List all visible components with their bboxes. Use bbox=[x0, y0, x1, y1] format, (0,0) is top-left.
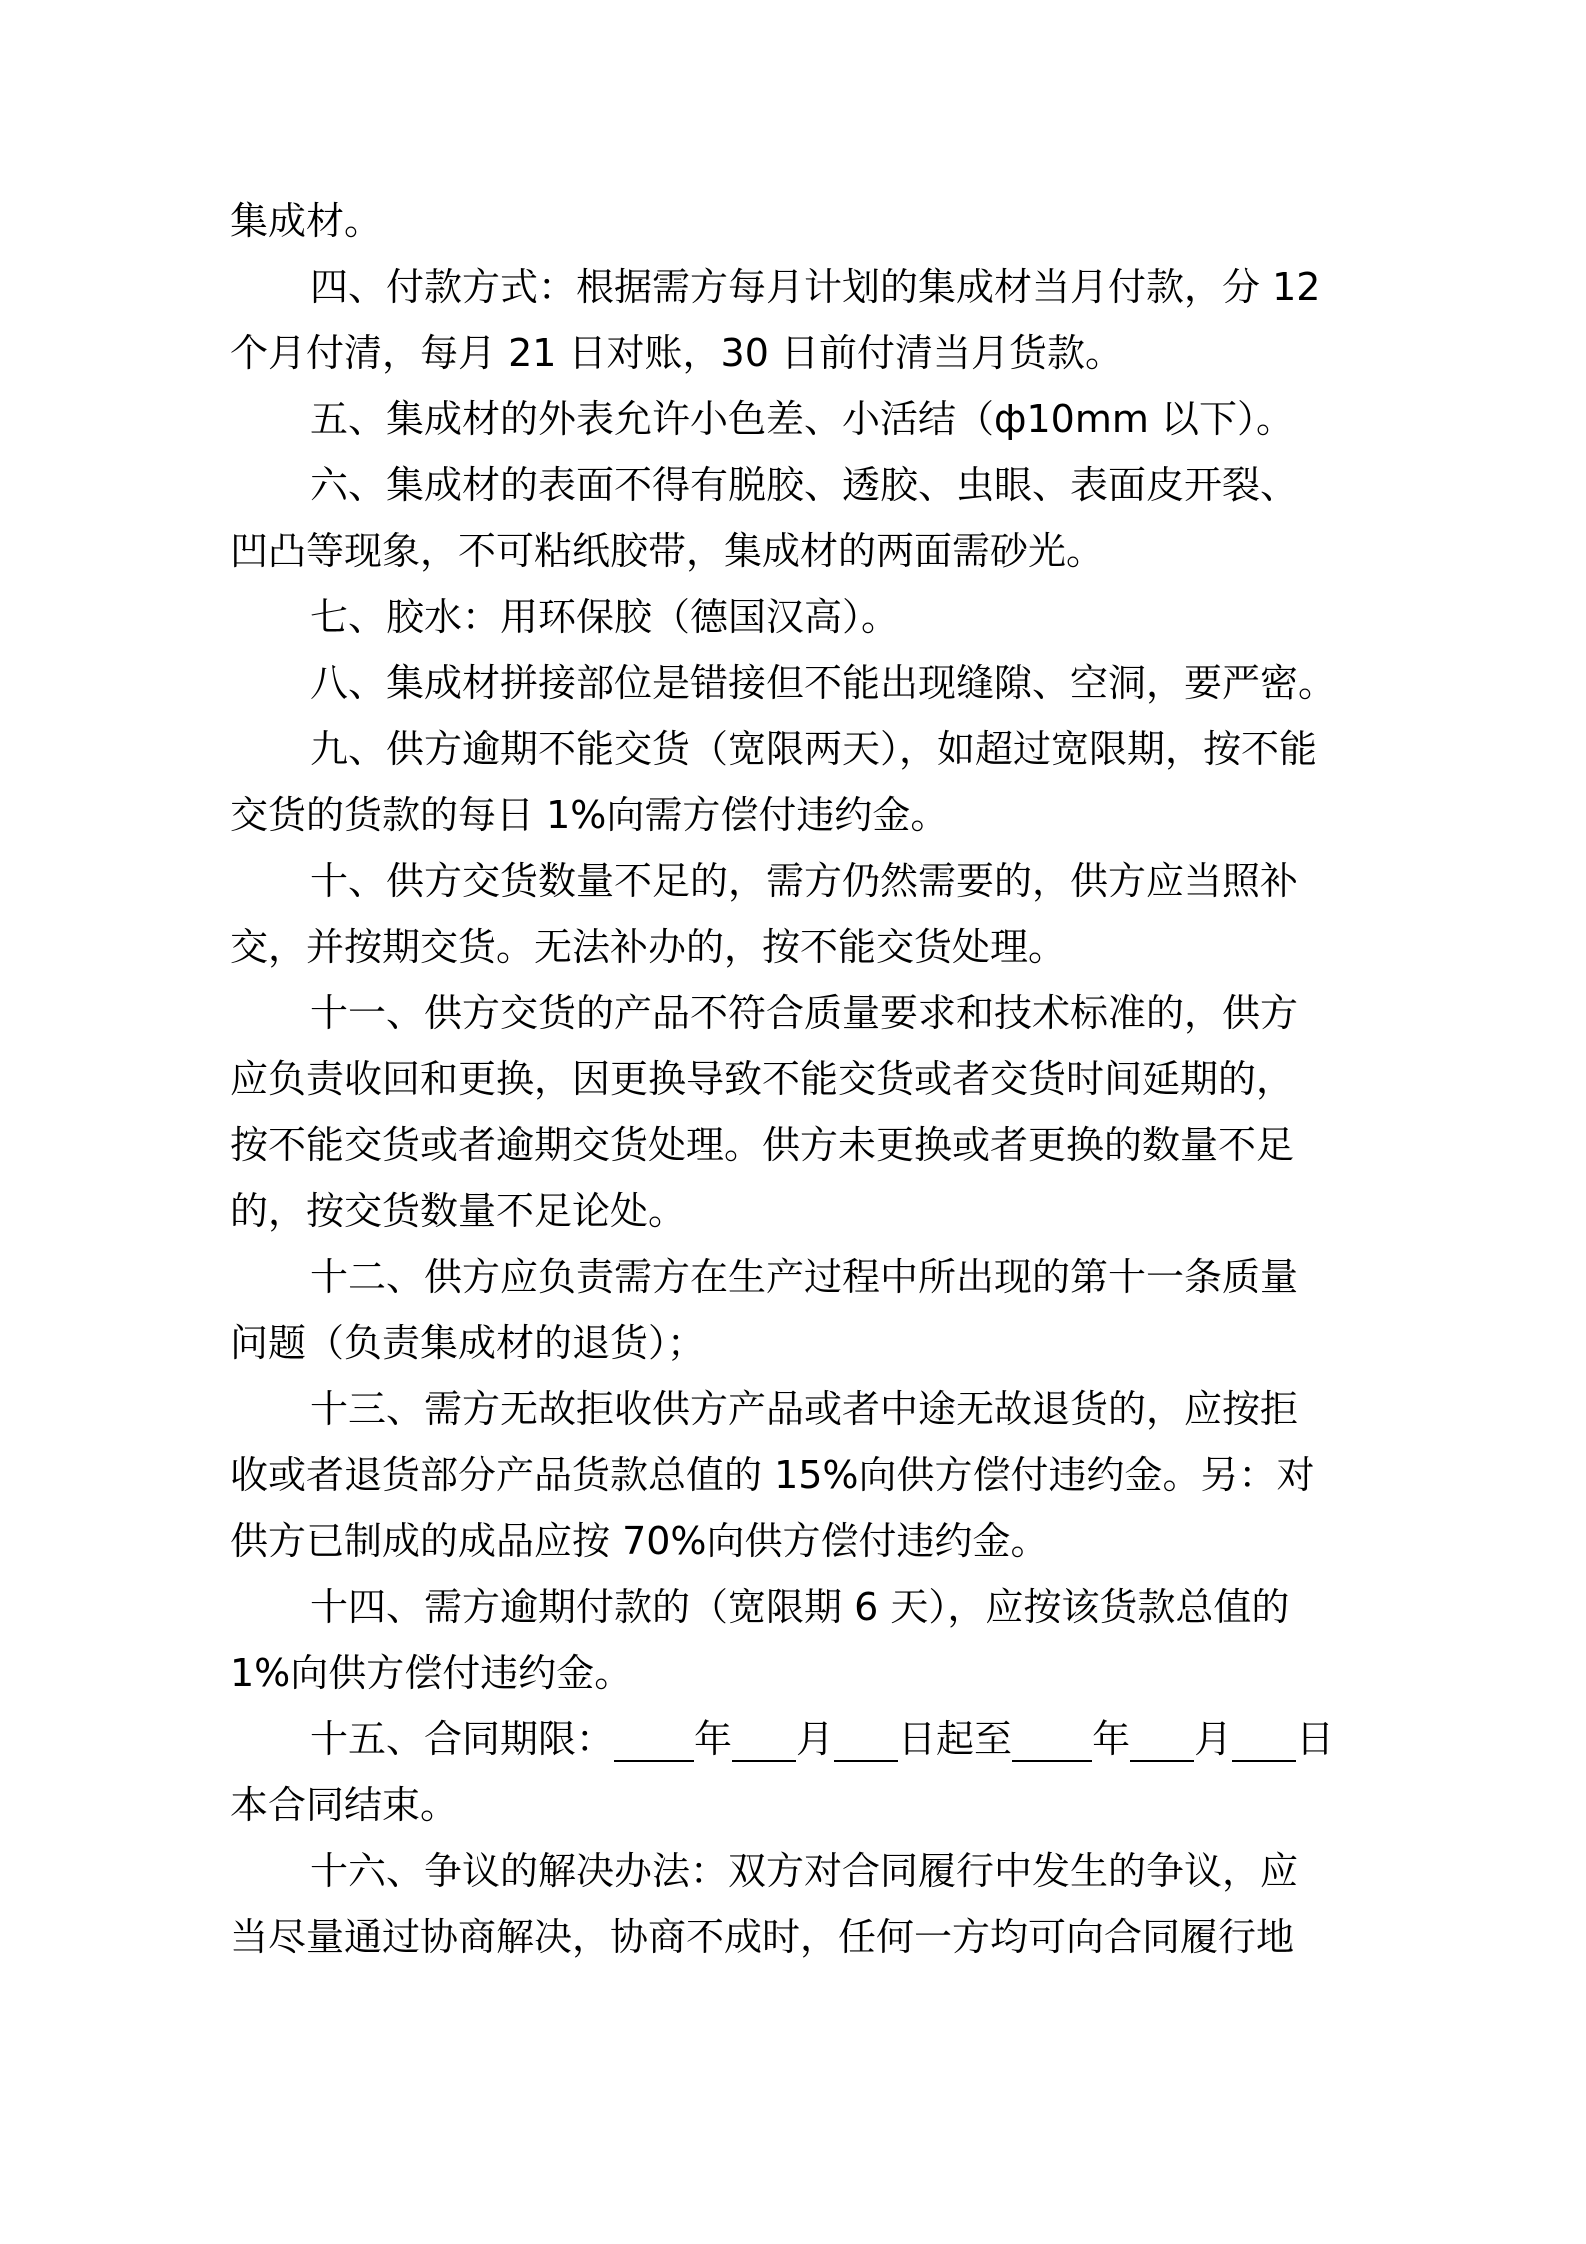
text-line: 交，并按期交货。无法补办的，按不能交货处理。 bbox=[230, 925, 1067, 969]
day-start-label: 日起至 bbox=[898, 1717, 1013, 1761]
year-label: 年 bbox=[694, 1717, 733, 1761]
text-line: 供方已制成的成品应按 70%向供方偿付违约金。 bbox=[230, 1519, 1049, 1563]
day-end-blank bbox=[1232, 1714, 1296, 1762]
text-line: 收或者退货部分产品货款总值的 15%向供方偿付违约金。另：对 bbox=[230, 1453, 1315, 1497]
year-label: 年 bbox=[1092, 1717, 1131, 1761]
clause-4-line: 四、付款方式：根据需方每月计划的集成材当月付款，分 12 bbox=[310, 265, 1321, 309]
clause-8-line: 八、集成材拼接部位是错接但不能出现缝隙、空洞，要严密。 bbox=[310, 661, 1337, 705]
text-line: 的，按交货数量不足论处。 bbox=[230, 1189, 687, 1233]
text-line: 集成材。 bbox=[230, 199, 383, 243]
text-line: 1%向供方偿付违约金。 bbox=[230, 1651, 633, 1695]
year-start-blank bbox=[614, 1714, 694, 1762]
text-line: 按不能交货或者逾期交货处理。供方未更换或者更换的数量不足 bbox=[230, 1123, 1295, 1167]
clause-13-line: 十三、需方无故拒收供方产品或者中途无故退货的，应按拒 bbox=[310, 1387, 1299, 1431]
month-label: 月 bbox=[1194, 1717, 1233, 1761]
clause-6-line: 六、集成材的表面不得有脱胶、透胶、虫眼、表面皮开裂、 bbox=[310, 463, 1299, 507]
text-line: 问题（负责集成材的退货）； bbox=[230, 1321, 706, 1365]
clause-9-line: 九、供方逾期不能交货（宽限两天），如超过宽限期，按不能 bbox=[310, 727, 1318, 771]
year-end-blank bbox=[1012, 1714, 1092, 1762]
month-end-blank bbox=[1130, 1714, 1194, 1762]
clause-16-line: 十六、争议的解决办法：双方对合同履行中发生的争议，应 bbox=[310, 1849, 1299, 1893]
clause-15-term-line bbox=[310, 1706, 1334, 1772]
clause-11-line: 十一、供方交货的产品不符合质量要求和技术标准的，供方 bbox=[310, 991, 1299, 1035]
text-line: 交货的货款的每日 1%向需方偿付违约金。 bbox=[230, 793, 949, 837]
clause-14-line: 十四、需方逾期付款的（宽限期 6 天），应按该货款总值的 bbox=[310, 1585, 1290, 1629]
clause-10-line: 十、供方交货数量不足的，需方仍然需要的，供方应当照补 bbox=[310, 859, 1299, 903]
text-line: 当尽量通过协商解决，协商不成时，任何一方均可向合同履行地 bbox=[230, 1915, 1295, 1959]
month-start-blank bbox=[732, 1714, 796, 1762]
clause-5-line: 五、集成材的外表允许小色差、小活结（ф10mm 以下）。 bbox=[310, 397, 1294, 441]
month-label: 月 bbox=[796, 1717, 835, 1761]
text-line: 个月付清，每月 21 日对账，30 日前付清当月货款。 bbox=[230, 331, 1123, 375]
text-line: 凹凸等现象，不可粘纸胶带，集成材的两面需砂光。 bbox=[230, 529, 1105, 573]
day-start-blank bbox=[834, 1714, 898, 1762]
clause-12-line: 十二、供方应负责需方在生产过程中所出现的第十一条质量 bbox=[310, 1255, 1299, 1299]
text-line: 应负责收回和更换，因更换导致不能交货或者交货时间延期的， bbox=[230, 1057, 1295, 1101]
day-label: 日 bbox=[1296, 1717, 1335, 1761]
clause-7-line: 七、胶水：用环保胶（德国汉高）。 bbox=[310, 595, 900, 639]
text-line: 本合同结束。 bbox=[230, 1783, 459, 1827]
term-prefix: 十五、合同期限： bbox=[310, 1717, 615, 1761]
